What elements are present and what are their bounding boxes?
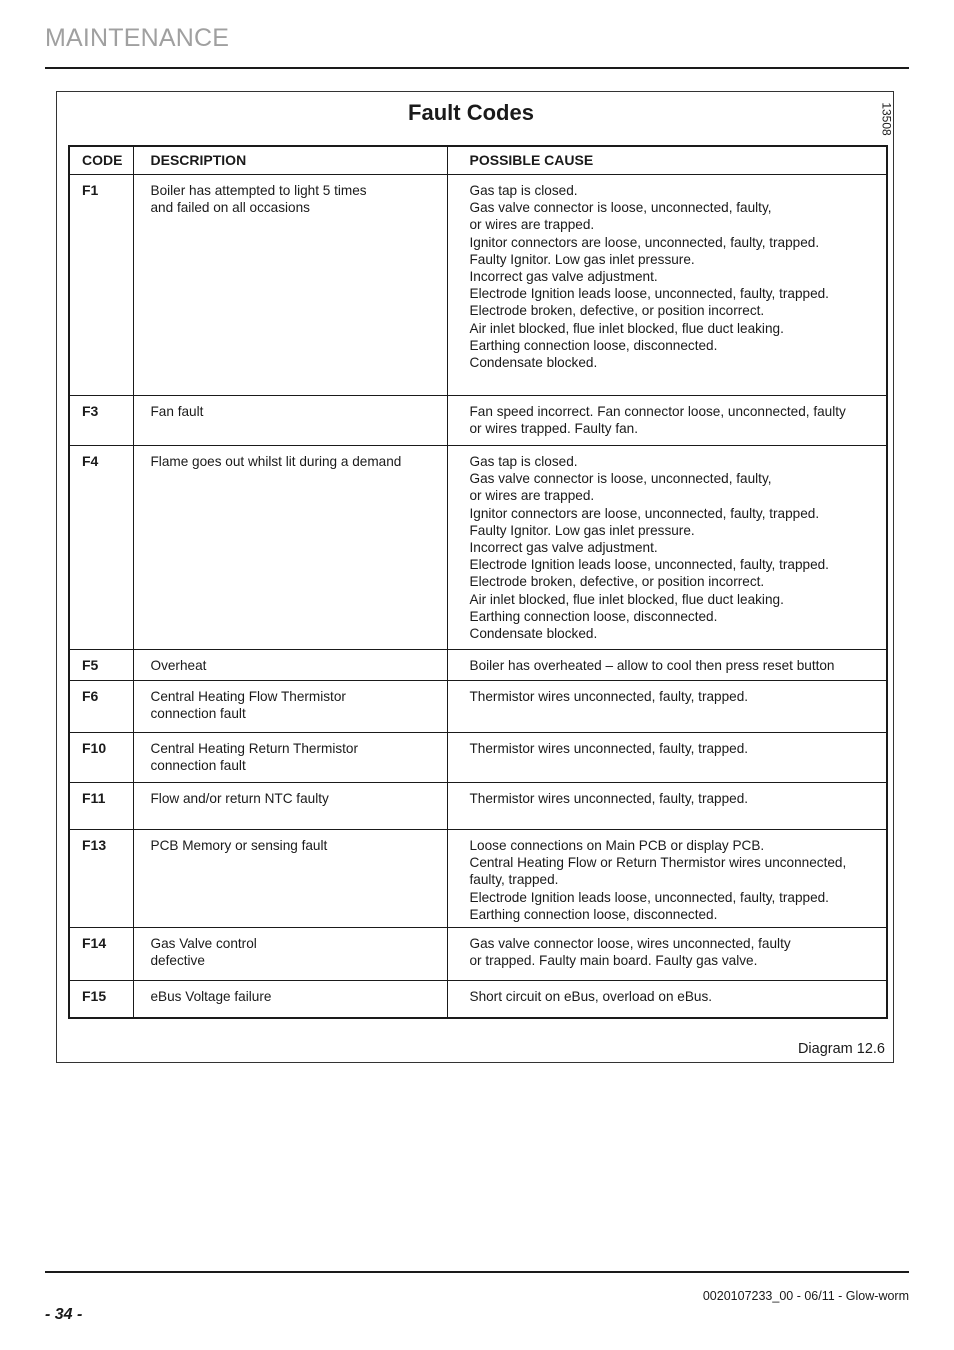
table-row [69, 446, 887, 650]
fault-code: F3 [69, 396, 133, 446]
cause-line: Earthing connection loose, disconnected. [469, 337, 718, 353]
cause-line: Electrode Ignition leads loose, unconnected, faulty, trapped. [469, 557, 829, 573]
cause-line: Ignitor connectors are loose, unconnected, faulty, trapped. [469, 505, 820, 521]
possible-cause [447, 783, 887, 830]
cause-line: Loose connections on Main PCB or display PCB. [469, 838, 765, 853]
cause-line: Faulty Ignitor. Low gas inlet pressure. [469, 522, 695, 538]
figure-title: Fault Codes [408, 100, 534, 125]
description-line: connection fault [150, 706, 246, 722]
fault-code: F15 [69, 981, 133, 1018]
fault-code: F5 [69, 650, 133, 681]
possible-cause [447, 928, 887, 981]
cause-line: Condensate blocked. [469, 626, 598, 642]
fault-description [133, 681, 447, 733]
header-description: DESCRIPTION [133, 146, 447, 175]
fault-codes-table [68, 145, 888, 1019]
possible-cause [447, 396, 887, 446]
description-line: Fan fault [150, 404, 204, 419]
fault-code: F14 [69, 928, 133, 981]
section-title: MAINTENANCE [45, 24, 230, 52]
fault-rows [69, 175, 887, 1018]
cause-line: or wires trapped. Faulty fan. [469, 421, 638, 437]
fault-code: F11 [69, 783, 133, 830]
cause-line: Electrode Ignition leads loose, unconnected, faulty, trapped. [469, 889, 829, 905]
diagram-caption: Diagram 12.6 [797, 1041, 885, 1057]
header-possible-cause: POSSIBLE CAUSE [447, 146, 887, 175]
cause-line: Earthing connection loose, disconnected. [469, 608, 718, 624]
fault-code: F1 [69, 175, 133, 396]
cause-line: Gas valve connector is loose, unconnected, faulty, [469, 471, 772, 487]
description-line: PCB Memory or sensing fault [150, 838, 328, 853]
table-row [69, 830, 887, 928]
table-header-row [69, 146, 887, 175]
fault-description [133, 830, 447, 928]
description-line: Central Heating Flow Thermistor [150, 689, 346, 704]
cause-line: Electrode broken, defective, or position incorrect. [469, 574, 765, 590]
cause-line: Gas tap is closed. [469, 183, 578, 198]
description-line: Flame goes out whilst lit during a demand [150, 454, 402, 469]
description-line: Boiler has attempted to light 5 times [150, 183, 367, 198]
cause-line: or trapped. Faulty main board. Faulty gas valve. [469, 953, 758, 969]
fault-code: F4 [69, 446, 133, 650]
description-line: and failed on all occasions [150, 200, 310, 216]
cause-line: Fan speed incorrect. Fan connector loose, unconnected, faulty [469, 404, 846, 419]
cause-line: Air inlet blocked, flue inlet blocked, flue duct leaking. [469, 320, 784, 336]
cause-line: or wires are trapped. [469, 488, 595, 504]
cause-line: Thermistor wires unconnected, faulty, trapped. [469, 791, 749, 806]
cause-line: Faulty Ignitor. Low gas inlet pressure. [469, 251, 695, 267]
possible-cause [447, 681, 887, 733]
description-line: Flow and/or return NTC faulty [150, 791, 329, 806]
possible-cause [447, 830, 887, 928]
possible-cause [447, 650, 887, 681]
possible-cause [447, 446, 887, 650]
cause-line: Boiler has overheated – allow to cool then press reset button [469, 658, 835, 673]
fault-description [133, 446, 447, 650]
fault-description [133, 783, 447, 830]
possible-cause [447, 175, 887, 396]
page-number: - 34 - [45, 1306, 83, 1323]
description-line: Central Heating Return Thermistor [150, 741, 359, 756]
table-row [69, 733, 887, 783]
cause-line: Gas valve connector loose, wires unconnected, faulty [469, 936, 791, 951]
table-row [69, 981, 887, 1018]
fault-code: F6 [69, 681, 133, 733]
cause-line: Incorrect gas valve adjustment. [469, 540, 658, 556]
fault-description [133, 733, 447, 783]
fault-description [133, 396, 447, 446]
bottom-rule [45, 1271, 909, 1273]
cause-line: Earthing connection loose, disconnected. [469, 906, 718, 922]
cause-line: Condensate blocked. [469, 355, 598, 371]
table-row [69, 175, 887, 396]
fault-description [133, 928, 447, 981]
cause-line: Thermistor wires unconnected, faulty, trapped. [469, 741, 749, 756]
cause-line: or wires are trapped. [469, 217, 595, 233]
cause-line: Gas valve connector is loose, unconnected, faulty, [469, 200, 772, 216]
possible-cause [447, 981, 887, 1018]
figure-ref-number: 13508 [879, 102, 894, 136]
fault-description [133, 981, 447, 1018]
table-row [69, 396, 887, 446]
table-row [69, 783, 887, 830]
cause-line: Incorrect gas valve adjustment. [469, 269, 658, 285]
description-line: Overheat [150, 658, 207, 673]
cause-line: Short circuit on eBus, overload on eBus. [469, 989, 713, 1004]
description-line: connection fault [150, 758, 246, 774]
cause-line: Thermistor wires unconnected, faulty, trapped. [469, 689, 749, 704]
top-rule [45, 67, 909, 69]
cause-line: Gas tap is closed. [469, 454, 578, 469]
fault-description [133, 650, 447, 681]
table-row [69, 928, 887, 981]
cause-line: faulty, trapped. [469, 872, 559, 888]
fault-code: F13 [69, 830, 133, 928]
description-line: defective [150, 953, 205, 969]
cause-line: Central Heating Flow or Return Thermistor wires unconnected, [469, 855, 847, 871]
description-line: eBus Voltage failure [150, 989, 272, 1004]
document-reference: 0020107233_00 - 06/11 - Glow-worm [702, 1289, 909, 1303]
cause-line: Electrode Ignition leads loose, unconnected, faulty, trapped. [469, 286, 829, 302]
cause-line: Electrode broken, defective, or position incorrect. [469, 303, 765, 319]
table-row [69, 681, 887, 733]
header-code: CODE [69, 146, 133, 175]
fault-description [133, 175, 447, 396]
possible-cause [447, 733, 887, 783]
description-line: Gas Valve control [150, 936, 257, 951]
fault-code: F10 [69, 733, 133, 783]
table-row [69, 650, 887, 681]
cause-line: Ignitor connectors are loose, unconnected, faulty, trapped. [469, 234, 820, 250]
cause-line: Air inlet blocked, flue inlet blocked, flue duct leaking. [469, 591, 784, 607]
